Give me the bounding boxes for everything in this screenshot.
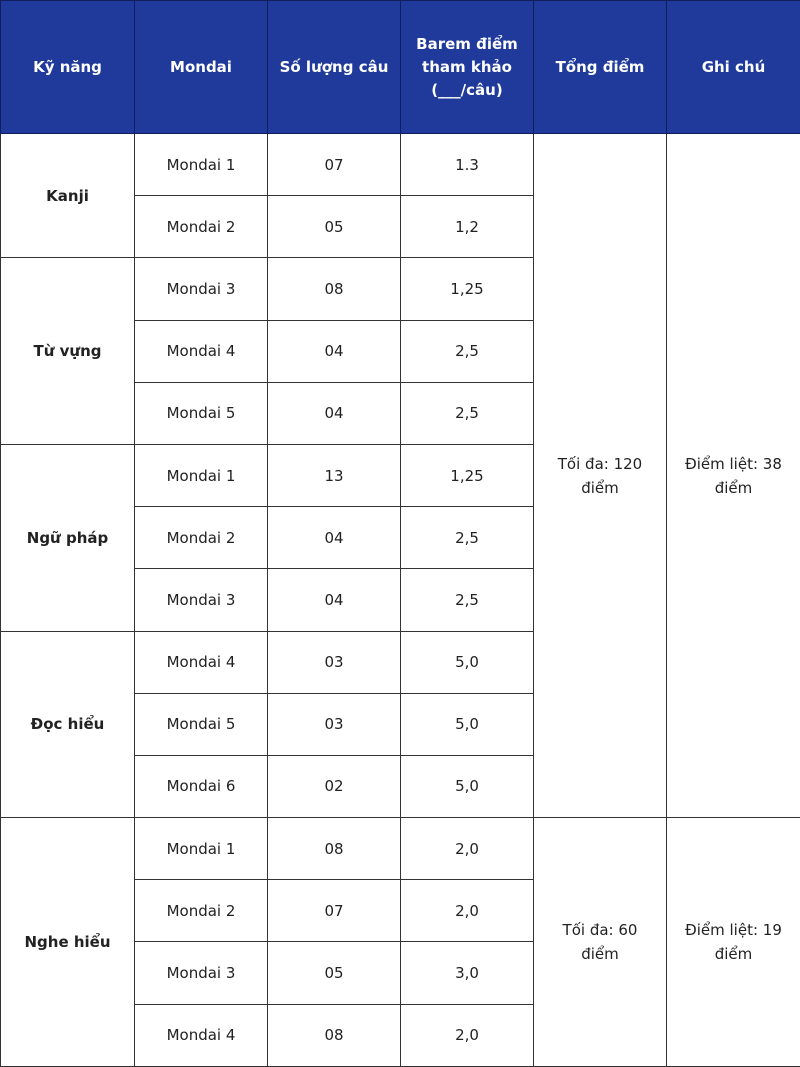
count-cell: 04 xyxy=(268,569,401,631)
header-mondai: Mondai xyxy=(135,1,268,134)
mondai-cell: Mondai 2 xyxy=(135,196,268,258)
total-main-line2: điểm xyxy=(581,478,619,497)
count-cell: 04 xyxy=(268,382,401,444)
count-cell: 03 xyxy=(268,693,401,755)
score-cell: 5,0 xyxy=(401,631,534,693)
score-cell: 1,2 xyxy=(401,196,534,258)
header-score-line3: (___/câu) xyxy=(431,80,503,99)
mondai-cell: Mondai 4 xyxy=(135,320,268,382)
header-row xyxy=(1,1,800,134)
header-total-score: Tổng điểm xyxy=(534,1,667,134)
count-cell: 13 xyxy=(268,444,401,506)
count-cell: 07 xyxy=(268,134,401,196)
mondai-cell: Mondai 3 xyxy=(135,258,268,320)
skill-cell-kanji: Kanji xyxy=(1,134,135,258)
count-cell: 08 xyxy=(268,818,401,880)
score-cell: 2,5 xyxy=(401,320,534,382)
count-cell: 03 xyxy=(268,631,401,693)
skill-cell-reading: Đọc hiểu xyxy=(1,631,135,818)
count-cell: 08 xyxy=(268,258,401,320)
mondai-cell: Mondai 5 xyxy=(135,693,268,755)
score-cell: 2,5 xyxy=(401,569,534,631)
header-score-line1: Barem điểm xyxy=(416,34,518,53)
mondai-cell: Mondai 6 xyxy=(135,755,268,817)
score-cell: 5,0 xyxy=(401,693,534,755)
score-cell: 1,25 xyxy=(401,258,534,320)
count-cell: 08 xyxy=(268,1004,401,1066)
note-cell-listening xyxy=(667,818,800,1067)
score-cell: 2,5 xyxy=(401,382,534,444)
header-skill: Kỹ năng xyxy=(1,1,135,134)
score-cell: 2,0 xyxy=(401,880,534,942)
mondai-cell: Mondai 4 xyxy=(135,631,268,693)
score-cell: 3,0 xyxy=(401,942,534,1004)
mondai-cell: Mondai 2 xyxy=(135,507,268,569)
note-cell-main xyxy=(667,134,800,818)
note-listening-line2: điểm xyxy=(714,945,753,964)
total-score-cell-listening: Tối đa: 60 điểm xyxy=(534,818,667,1067)
mondai-cell: Mondai 5 xyxy=(135,382,268,444)
score-cell: 2,0 xyxy=(401,1004,534,1066)
header-score-line2: tham khảo xyxy=(422,57,512,76)
score-cell: 2,5 xyxy=(401,507,534,569)
count-cell: 02 xyxy=(268,755,401,817)
count-cell: 04 xyxy=(268,507,401,569)
mondai-cell: Mondai 3 xyxy=(135,569,268,631)
table-row xyxy=(1,818,800,880)
skill-cell-grammar: Ngữ pháp xyxy=(1,444,135,631)
count-cell: 05 xyxy=(268,196,401,258)
count-cell: 07 xyxy=(268,880,401,942)
count-cell: 04 xyxy=(268,320,401,382)
score-cell: 5,0 xyxy=(401,755,534,817)
note-main-line2: điểm xyxy=(714,478,753,497)
total-score-cell-main xyxy=(534,134,667,818)
mondai-cell: Mondai 4 xyxy=(135,1004,268,1066)
header-reference-score xyxy=(401,1,534,134)
mondai-cell: Mondai 2 xyxy=(135,880,268,942)
note-main-line1: Điểm liệt: 38 xyxy=(685,454,782,473)
skill-cell-listening: Nghe hiểu xyxy=(1,818,135,1067)
mondai-cell: Mondai 1 xyxy=(135,818,268,880)
header-note: Ghi chú xyxy=(667,1,800,134)
score-cell: 1.3 xyxy=(401,134,534,196)
note-listening-line1: Điểm liệt: 19 xyxy=(685,921,782,940)
header-question-count: Số lượng câu xyxy=(268,1,401,134)
mondai-cell: Mondai 1 xyxy=(135,444,268,506)
mondai-cell: Mondai 3 xyxy=(135,942,268,1004)
mondai-cell: Mondai 1 xyxy=(135,134,268,196)
count-cell: 05 xyxy=(268,942,401,1004)
score-cell: 2,0 xyxy=(401,818,534,880)
skill-cell-vocabulary: Từ vựng xyxy=(1,258,135,445)
table-row xyxy=(1,134,800,196)
total-main-line1: Tối đa: 120 xyxy=(557,454,643,473)
score-cell: 1,25 xyxy=(401,444,534,506)
